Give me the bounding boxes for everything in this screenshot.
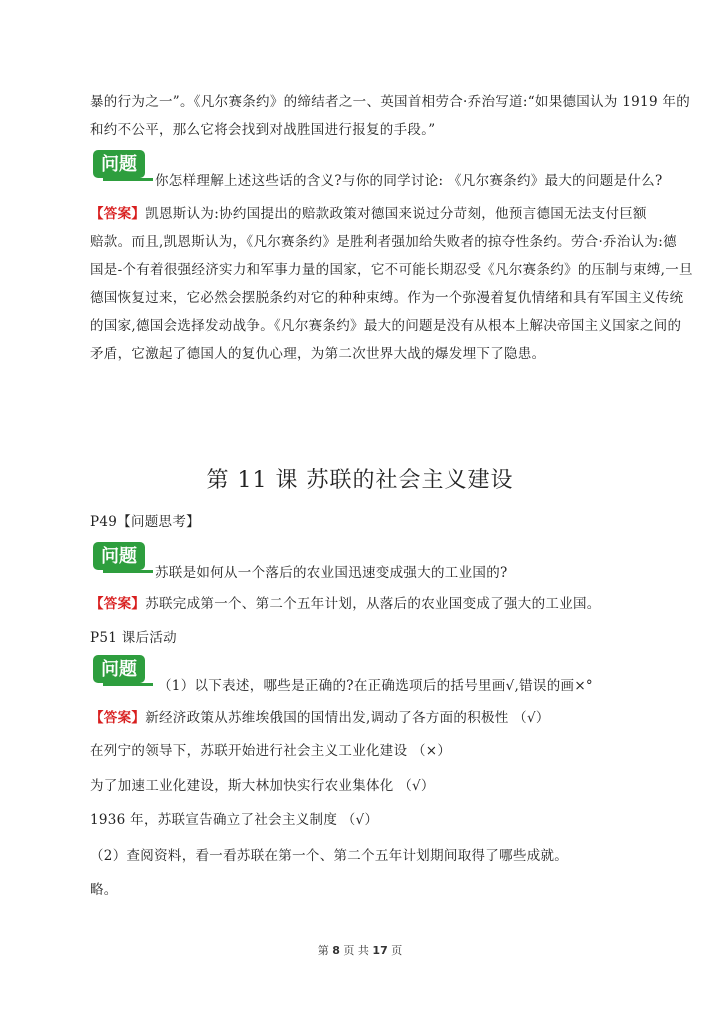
question-badge-label: 问题 bbox=[101, 659, 137, 680]
section-p51: P51 课后活动 bbox=[90, 630, 177, 646]
answer-1-line-1 bbox=[90, 204, 670, 224]
question-badge bbox=[93, 150, 155, 184]
page-footer bbox=[0, 942, 720, 958]
lesson-title: 第 11 课 苏联的社会主义建设 bbox=[206, 468, 514, 493]
answer-3-text: 新经济政策从苏维埃俄国的国情出发,调动了各方面的积极性 （√） bbox=[145, 710, 550, 726]
intro-line-2: 和约不公平，那么它将会找到对战胜国进行报复的手段。” bbox=[90, 122, 436, 138]
footer-pre: 第 bbox=[317, 944, 329, 957]
question-badge bbox=[93, 542, 155, 576]
statement-item: 在列宁的领导下，苏联开始进行社会主义工业化建设 （×） bbox=[90, 743, 452, 759]
answer-1-line-4: 德国恢复过来，它必然会摆脱条约对它的种种束缚。作为一个弥漫着复仇情绪和具有军国主义传统 bbox=[90, 290, 684, 306]
section-p49: P49【问题思考】 bbox=[90, 514, 200, 530]
question-badge bbox=[93, 655, 155, 689]
statement-item: 1936 年，苏联宣告确立了社会主义制度 （√） bbox=[90, 812, 379, 828]
answer-label: 【答案】 bbox=[90, 596, 146, 612]
question-1-text: 你怎样理解上述这些话的含义?与你的同学讨论: 《凡尔赛条约》最大的问题是什么? bbox=[155, 173, 663, 189]
answer-3-line bbox=[90, 708, 670, 728]
footer-total-pages: 17 bbox=[372, 944, 388, 957]
answer-1-line-5: 的国家,德国会选择发动战争。《凡尔赛条约》最大的问题是没有从根本上解决帝国主义国家之间的 bbox=[90, 318, 682, 334]
question-3-part-2: （2）查阅资料，看一看苏联在第一个、第二个五年计划期间取得了哪些成就。 bbox=[90, 848, 569, 864]
question-3-text: （1）以下表述，哪些是正确的?在正确选项后的括号里画√,错误的画×° bbox=[158, 678, 593, 694]
answer-2-line bbox=[90, 594, 670, 614]
footer-page-number: 8 bbox=[332, 944, 340, 957]
question-badge-label: 问题 bbox=[101, 546, 137, 567]
answer-label: 【答案】 bbox=[90, 710, 146, 726]
footer-post: 页 bbox=[391, 944, 403, 957]
answer-1-line-3: 国是-个有着很强经济实力和军事力量的国家，它不可能长期忍受《凡尔赛条约》的压制与束缚,一旦 bbox=[90, 262, 693, 278]
statement-item: 为了加速工业化建设，斯大林加快实行农业集体化 （√） bbox=[90, 778, 435, 794]
footer-mid: 页 共 bbox=[343, 944, 369, 957]
question-3-part-2-answer: 略。 bbox=[90, 882, 118, 898]
intro-line-1: 暴的行为之一”。《凡尔赛条约》的缔结者之一、英国首相劳合·乔治写道:“如果德国认为 1919 年的 bbox=[90, 94, 691, 110]
answer-label: 【答案】 bbox=[90, 206, 146, 222]
answer-2-text: 苏联完成第一个、第二个五年计划，从落后的农业国变成了强大的工业国。 bbox=[145, 596, 601, 612]
answer-1-line-6: 矛盾，它激起了德国人的复仇心理，为第二次世界大战的爆发埋下了隐患。 bbox=[90, 346, 546, 362]
answer-1-text: 凯恩斯认为:协约国提出的赔款政策对德国来说过分苛刻，他预言德国无法支付巨额 bbox=[145, 206, 647, 222]
question-badge-label: 问题 bbox=[101, 154, 137, 175]
question-2-text: 苏联是如何从一个落后的农业国迅速变成强大的工业国的? bbox=[155, 565, 508, 581]
answer-1-line-2: 赔款。而且,凯恩斯认为，《凡尔赛条约》是胜利者强加给失败者的掠夺性条约。劳合·乔治认为:德 bbox=[90, 234, 677, 250]
